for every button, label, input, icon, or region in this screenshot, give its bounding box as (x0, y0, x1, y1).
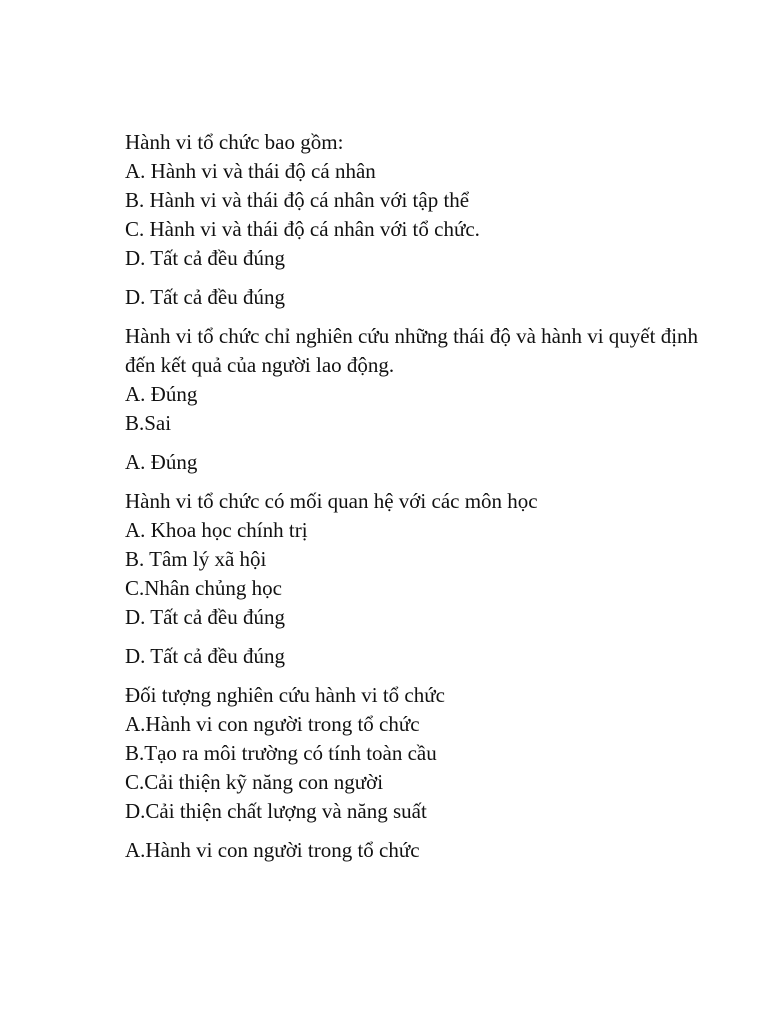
option-text: B. Hành vi và thái độ cá nhân với tập thể (125, 188, 470, 212)
option-text: C. Hành vi và thái độ cá nhân với tổ chức. (125, 217, 480, 241)
answer-text: D. Tất cả đều đúng (125, 285, 285, 309)
option-text: C.Cải thiện kỹ năng con người (125, 770, 384, 794)
option-text: A. Khoa học chính trị (125, 518, 308, 542)
option-text: D. Tất cả đều đúng (125, 605, 285, 629)
option-text: B. Tâm lý xã hội (125, 547, 267, 571)
option-text: B.Tạo ra môi trường có tính toàn cầu (125, 741, 437, 765)
question-text: Hành vi tổ chức có mối quan hệ với các môn học (125, 489, 538, 513)
question-block (125, 128, 725, 273)
question-text: Hành vi tổ chức bao gồm: (125, 130, 344, 154)
question-text: Đối tượng nghiên cứu hành vi tổ chức (125, 683, 445, 707)
question-block (125, 681, 725, 826)
answer-text: D. Tất cả đều đúng (125, 644, 285, 668)
question-block (125, 322, 725, 438)
option-text: D. Tất cả đều đúng (125, 246, 285, 270)
answer-text: A.Hành vi con người trong tổ chức (125, 838, 420, 862)
question-block (125, 487, 725, 632)
option-text: C.Nhân chủng học (125, 576, 282, 600)
document-page (125, 128, 725, 875)
question-text: Hành vi tổ chức chỉ nghiên cứu những thái độ và hành vi quyết định đến kết quả của người lao động. (125, 324, 704, 377)
option-text: A. Hành vi và thái độ cá nhân (125, 159, 376, 183)
option-text: A.Hành vi con người trong tổ chức (125, 712, 420, 736)
answer-text: A. Đúng (125, 450, 198, 474)
option-text: D.Cải thiện chất lượng và năng suất (125, 799, 427, 823)
option-text: B.Sai (125, 411, 172, 435)
option-text: A. Đúng (125, 382, 198, 406)
